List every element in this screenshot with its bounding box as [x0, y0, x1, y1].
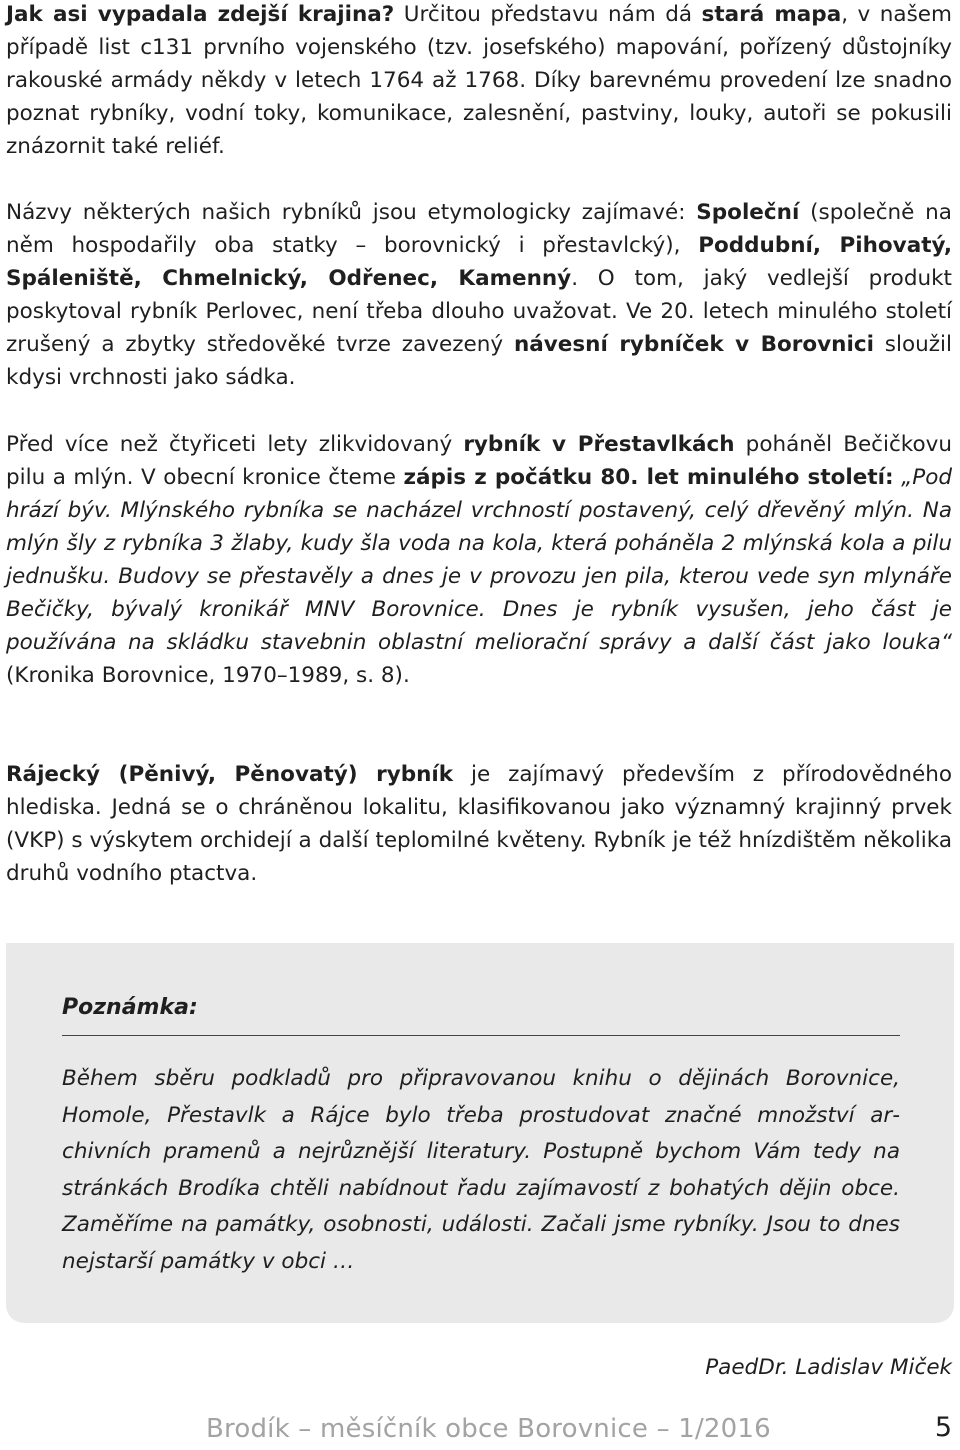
text-span: Určitou představu nám dá: [394, 2, 702, 27]
paragraph-pond-names: [6, 196, 952, 394]
note-title: Poznámka:: [62, 995, 198, 1020]
note-text: Během sběru podkladů pro připravovanou knihu o dějinách Borovnice, Homole, Přestavlk a Rájce bylo třeba prostudovat značné množství archivních pramenů a nejrůznější literatury. Postupně bychom Vám tedy na stránkách Brodíka chtěli nabídnout řadu zajímavostí z bohatých dějin obce. Zaměříme na památky, osobnosti, události. Začali jsme rybníky. Jsou to dnes nejstarší památky v obci …: [62, 1066, 900, 1274]
text-span: Názvy některých našich rybníků jsou etymologicky zajímavé:: [6, 200, 697, 225]
bold-term: rybník v Přestavlkách: [463, 432, 735, 457]
text-span: je zajímavý především z přírodovědného hlediska. Jedná se o chráněnou lokalitu, klasifikovanou jako významný krajinný prvek (VKP) s výskytem orchidejí a další teplomilné květeny. Rybník je též hnízdištěm několika druhů vodního ptactva.: [6, 762, 952, 886]
text-span: poháněl Bečičkovu pilu a mlýn. V obecní kronice čteme: [6, 432, 952, 490]
bold-term: Rájecký (Pěnivý, Pěnovatý) rybník: [6, 762, 454, 787]
text-span: (společně na něm hospodařily oba statky – borovnický i přestavlcký),: [6, 200, 952, 258]
text-span: sloužil kdysi vrchnosti jako sádka.: [6, 332, 952, 390]
bold-term: návesní rybníček v Borovnici: [513, 332, 874, 357]
chronicle-quote: „Pod hrází býv. Mlýnského rybníka se nacházel vrchností postavený, celý dřevěný mlýn. Na mlýn šly z rybníka 3 žlaby, kudy šla voda na kola, která poháněla 2 mlýnská kola a pilu jednušku. Budovy se přestavěly a dnes je v provozu jen pila, kterou vede syn mlynáře Bečičky, bývalý kronikář MNV Borovnice. Dnes je rybník vysušen, jeho část je používána na skládku stavebnin oblastní meliorační správy a další část jako louka“: [6, 465, 952, 655]
text-span: . O tom, jaký vedlejší produkt poskytoval rybník Perlovec, není třeba dlouho uvažovat. Ve 20. letech minulého století zrušený a zbytky středověké tvrze zavezený: [6, 266, 952, 357]
publication-footer: Brodík – měsíčník obce Borovnice – 1/2016: [206, 1414, 771, 1444]
bold-term: zápis z počátku 80. let minulého století:: [403, 465, 894, 490]
paragraph-prestavlky-pond: [6, 428, 952, 692]
paragraph-landscape: [6, 0, 952, 163]
lead-question: Jak asi vypadala zdejší krajina?: [6, 2, 395, 27]
bold-term: Společní: [696, 200, 800, 225]
page-number: 5: [934, 1412, 952, 1443]
note-box: [6, 943, 954, 1323]
text-span: , v našem případě list c131 prvního vojenského (tzv. josefského) mapování, pořízený důstojníky rakouské armády někdy v letech 1764 až 1768. Díky barevnému provedení lze snadno poznat rybníky, vodní toky, komunikace, zalesnění, pastviny, louky, autoři se pokusili znázornit také reliéf.: [6, 2, 952, 159]
text-span: (Kronika Borovnice, 1970–1989, s. 8).: [6, 663, 410, 688]
author-signature: PaedDr. Ladislav Miček: [705, 1355, 952, 1380]
text-span: [894, 465, 902, 490]
bold-term: Poddubní, Pihovatý, Spáleniště, Chmelnický, Odřenec, Kamenný: [6, 233, 952, 291]
note-divider: [62, 1035, 900, 1036]
text-span: Před více než čtyřiceti lety zlikvidovaný: [6, 432, 464, 457]
paragraph-rajecky-pond: [6, 758, 952, 890]
bold-term: stará mapa: [701, 2, 842, 27]
